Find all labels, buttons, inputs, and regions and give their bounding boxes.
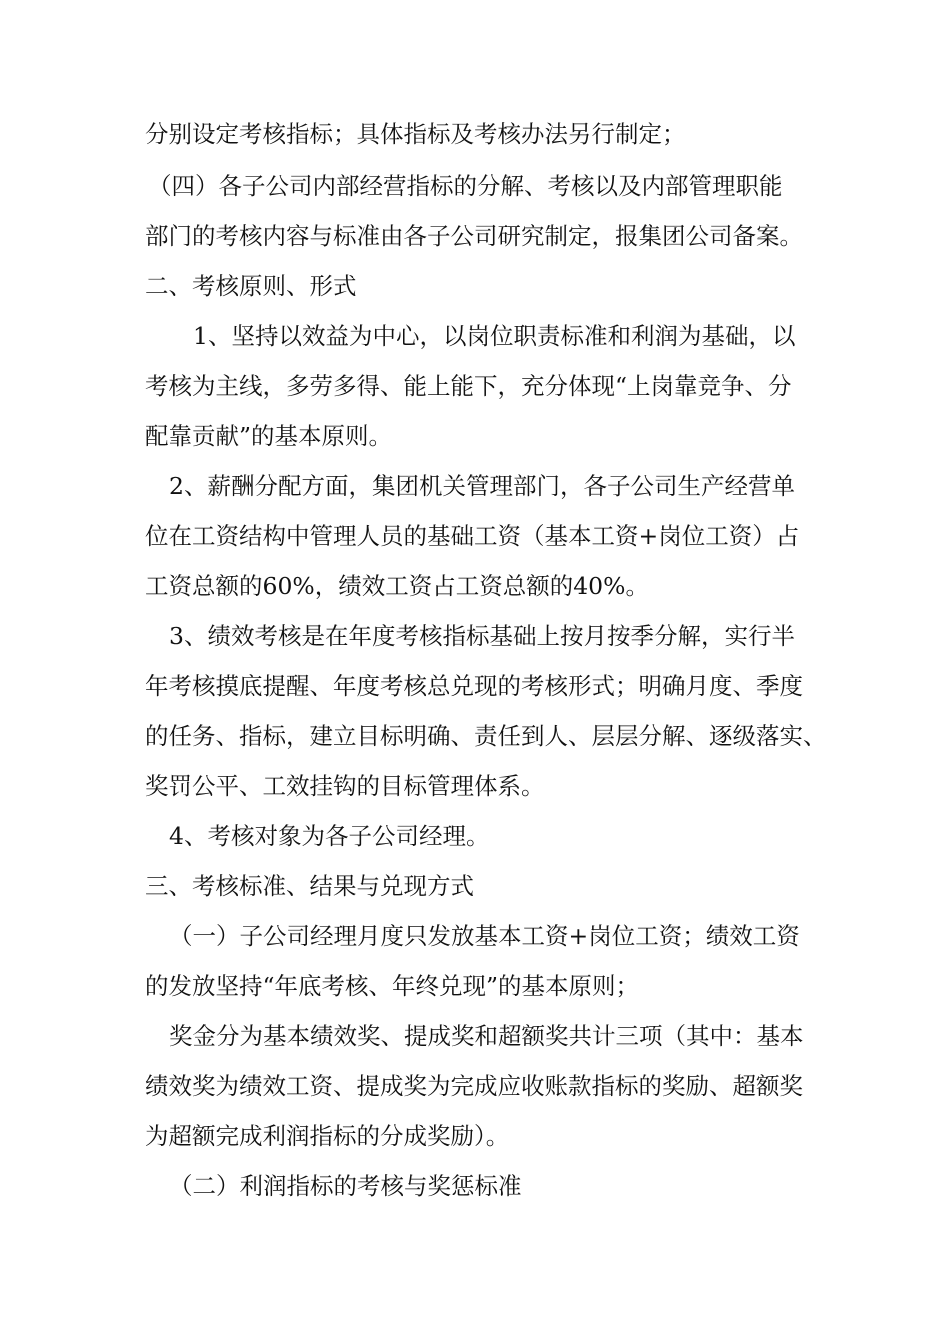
text-line: （四）各子公司内部经营指标的分解、考核以及内部管理职能 — [148, 172, 783, 200]
text-line: 奖罚公平、工效挂钩的目标管理体系。 — [145, 772, 545, 800]
text-line: 奖金分为基本绩效奖、提成奖和超额奖共计三项（其中：基本 — [169, 1022, 804, 1050]
text-line: 配靠贡献”的基本原则。 — [145, 422, 393, 450]
text-line: （一）子公司经理月度只发放基本工资+岗位工资；绩效工资 — [169, 922, 800, 950]
section-heading: 二、考核原则、形式 — [145, 272, 357, 300]
text-line: 的发放坚持“年底考核、年终兑现”的基本原则； — [145, 972, 640, 1000]
section-heading: 三、考核标准、结果与兑现方式 — [145, 872, 474, 900]
text-line: 2、薪酬分配方面，集团机关管理部门，各子公司生产经营单 — [169, 472, 795, 500]
text-line: 绩效奖为绩效工资、提成奖为完成应收账款指标的奖励、超额奖 — [145, 1072, 803, 1100]
text-line: 4、考核对象为各子公司经理。 — [169, 822, 490, 850]
text-line: 的任务、指标，建立目标明确、责任到人、层层分解、逐级落实、 — [145, 722, 827, 750]
text-line: 3、绩效考核是在年度考核指标基础上按月按季分解，实行半 — [169, 622, 795, 650]
text-line: 为超额完成利润指标的分成奖励）。 — [145, 1122, 510, 1150]
text-line: 年考核摸底提醒、年度考核总兑现的考核形式；明确月度、季度 — [145, 672, 803, 700]
text-line: 位在工资结构中管理人员的基础工资（基本工资+岗位工资）占 — [145, 522, 800, 550]
text-line: 考核为主线，多劳多得、能上能下，充分体现“上岗靠竞争、分 — [145, 372, 792, 400]
subsection-heading: （二）利润指标的考核与奖惩标准 — [169, 1172, 522, 1200]
text-line: 部门的考核内容与标准由各子公司研究制定，报集团公司备案。 — [145, 222, 803, 250]
text-line: 工资总额的60%，绩效工资占工资总额的40%。 — [145, 572, 649, 600]
text-line: 1、坚持以效益为中心，以岗位职责标准和利润为基础，以 — [193, 322, 796, 350]
text-line: 分别设定考核指标；具体指标及考核办法另行制定； — [145, 120, 686, 148]
